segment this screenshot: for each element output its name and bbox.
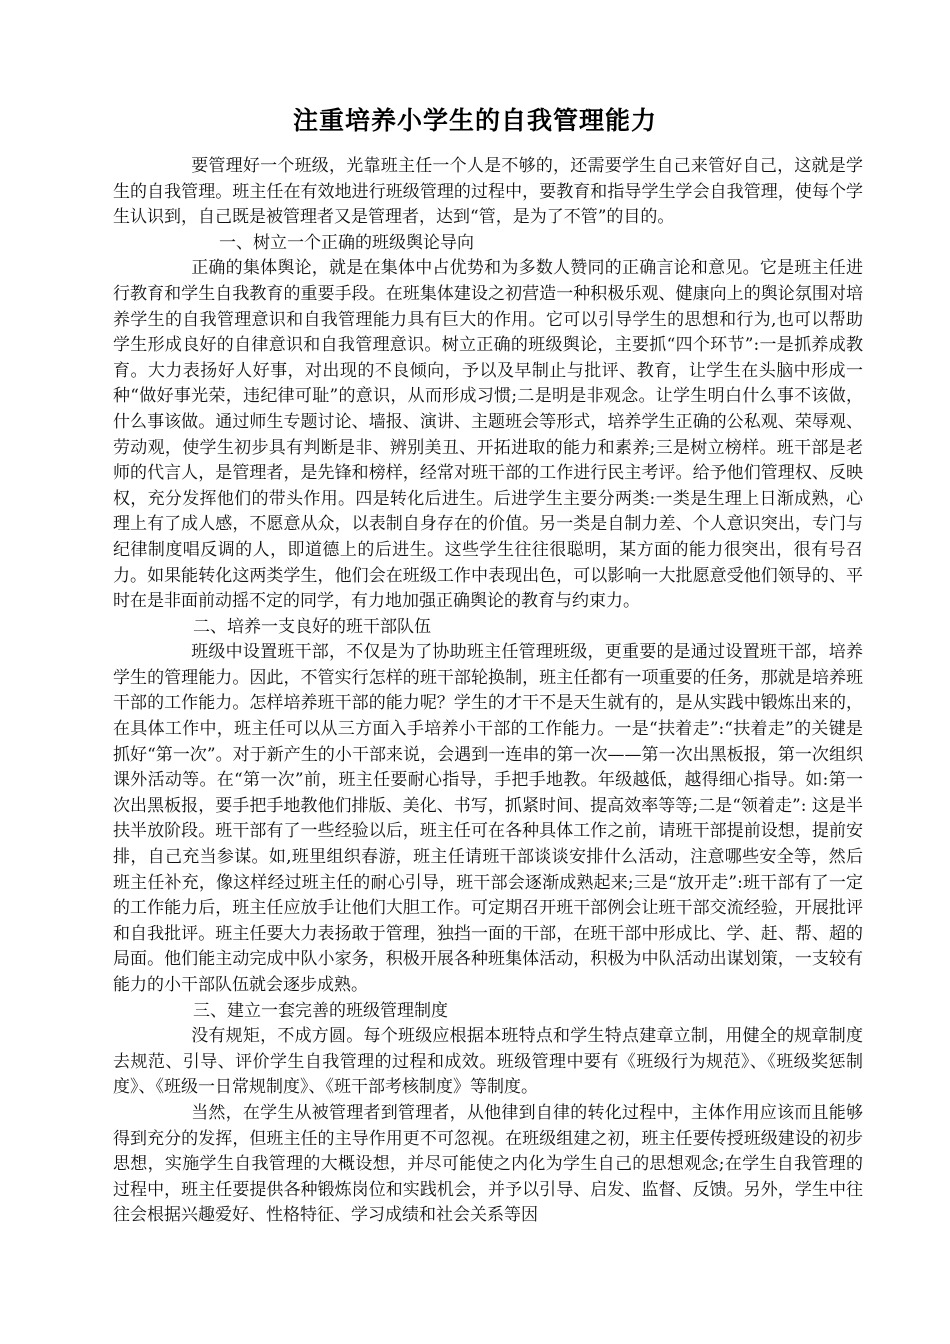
section-heading-3: 三、建立一套完善的班级管理制度 [193,1000,448,1021]
section-2-paragraph-1: 班级中设置班干部，不仅是为了协助班主任管理班级，更重要的是通过设置班干部，培养学生的管理能力。因此，不管实行怎样的班干部轮换制，班主任都有一项重要的任务，那就是培养班干部的工作能力。怎样培养班干部的能力呢？学生的才干不是天生就有的，是从实践中锻炼出来的，在具体工作中，班主任可以从三方面入手培养小干部的工作能力。一是“扶着走”:“扶着走”的关键是抓好“第一次”。对于新产生的小干部来说，会遇到一连串的第一次——第一次出黑板报，第一次组织课外活动等。在“第一次”前，班主任要耐心指导，手把手地教。年级越低，越得细心指导。如:第一次出黑板报，要手把手地教他们排版、美化、书写，抓紧时间、提高效率等等;二是“领着走”: 这是半扶半放阶段。班干部有了一些经验以后，班主任可在各种具体工作之前，请班干部提前设想，提前安排，自己充当参谋。如,班里组织春游，班主任请班干部谈谈安排什么活动，注意哪些安全等，然后班主任补充，像这样经过班主任的耐心引导，班干部会逐渐成熟起来;三是“放开走”:班干部有了一定的工作能力后，班主任应放手让他们大胆工作。可定期召开班干部例会让班干部交流经验，开展批评和自我批评。班主任要大力表扬敢于管理，独挡一面的干部，在班干部中形成比、学、赶、帮、超的局面。他们能主动完成中队小家务，积极开展各种班集体活动，积极为中队活动出谋划策，一支较有能力的小干部队伍就会逐步成熟。 [113,642,863,995]
section-heading-1: 一、树立一个正确的班级舆论导向 [219,232,474,253]
section-3-paragraph-1: 没有规矩，不成方圆。每个班级应根据本班特点和学生特点建章立制，用健全的规章制度去规范、引导、评价学生自我管理的过程和成效。班级管理中要有《班级行为规范》、《班级奖惩制度》、《班级一日常规制度》、《班干部考核制度》等制度。 [113,1026,863,1098]
section-3-paragraph-2: 当然，在学生从被管理者到管理者，从他律到自律的转化过程中，主体作用应该而且能够得到充分的发挥，但班主任的主导作用更不可忽视。在班级组建之初，班主任要传授班级建设的初步思想，实施学生自我管理的大概设想，并尽可能使之内化为学生自己的思想观念;在学生自我管理的过程中，班主任要提供各种锻炼岗位和实践机会，并予以引导、启发、监督、反馈。另外，学生中往往会根据兴趣爱好、性格特征、学习成绩和社会关系等因 [113,1102,863,1226]
section-heading-2: 二、培养一支良好的班干部队伍 [193,616,431,637]
document-body [113,154,863,1229]
section-1-paragraph-1: 正确的集体舆论，就是在集体中占优势和为多数人赞同的正确言论和意见。它是班主任进行教育和学生自我教育的重要手段。在班集体建设之初营造一种积极乐观、健康向上的舆论氛围对培养学生的自我管理意识和自我管理能力具有巨大的作用。它可以引导学生的思想和行为,也可以帮助学生形成良好的自律意识和自我管理意识。树立正确的班级舆论，主要抓“四个环节”:一是抓养成教育。大力表扬好人好事，对出现的不良倾向，予以及早制止与批评、教育，让学生在头脑中形成一种“做好事光荣，违纪律可耻”的意识，从而形成习惯;二是明是非观念。让学生明白什么事不该做，什么事该做。通过师生专题讨论、墙报、演讲、主题班会等形式，培养学生正确的公私观、荣辱观、劳动观，使学生初步具有判断是非、辨别美丑、开拓进取的能力和素养;三是树立榜样。班干部是老师的代言人，是管理者，是先锋和榜样，经常对班干部的工作进行民主考评。给予他们管理权、反映权，充分发挥他们的带头作用。四是转化后进生。后进学生主要分两类:一类是生理上日渐成熟，心理上有了成人感，不愿意从众，以表制自身存在的价值。另一类是自制力差、个人意识突出，专门与纪律制度唱反调的人，即道德上的后进生。这些学生往往很聪明，某方面的能力很突出，很有号召力。如果能转化这两类学生，他们会在班级工作中表现出色，可以影响一大批愿意受他们领导的、平时在是非面前动摇不定的同学，有力地加强正确舆论的教育与约束力。 [113,258,863,612]
intro-paragraph: 要管理好一个班级，光靠班主任一个人是不够的，还需要学生自己来管好自己，这就是学生的自我管理。班主任在有效地进行班级管理的过程中，要教育和指导学生学会自我管理，使每个学生认识到，自己既是被管理者又是管理者，达到“管，是为了不管”的目的。 [113,156,863,228]
document-title: 注重培养小学生的自我管理能力 [292,105,657,135]
